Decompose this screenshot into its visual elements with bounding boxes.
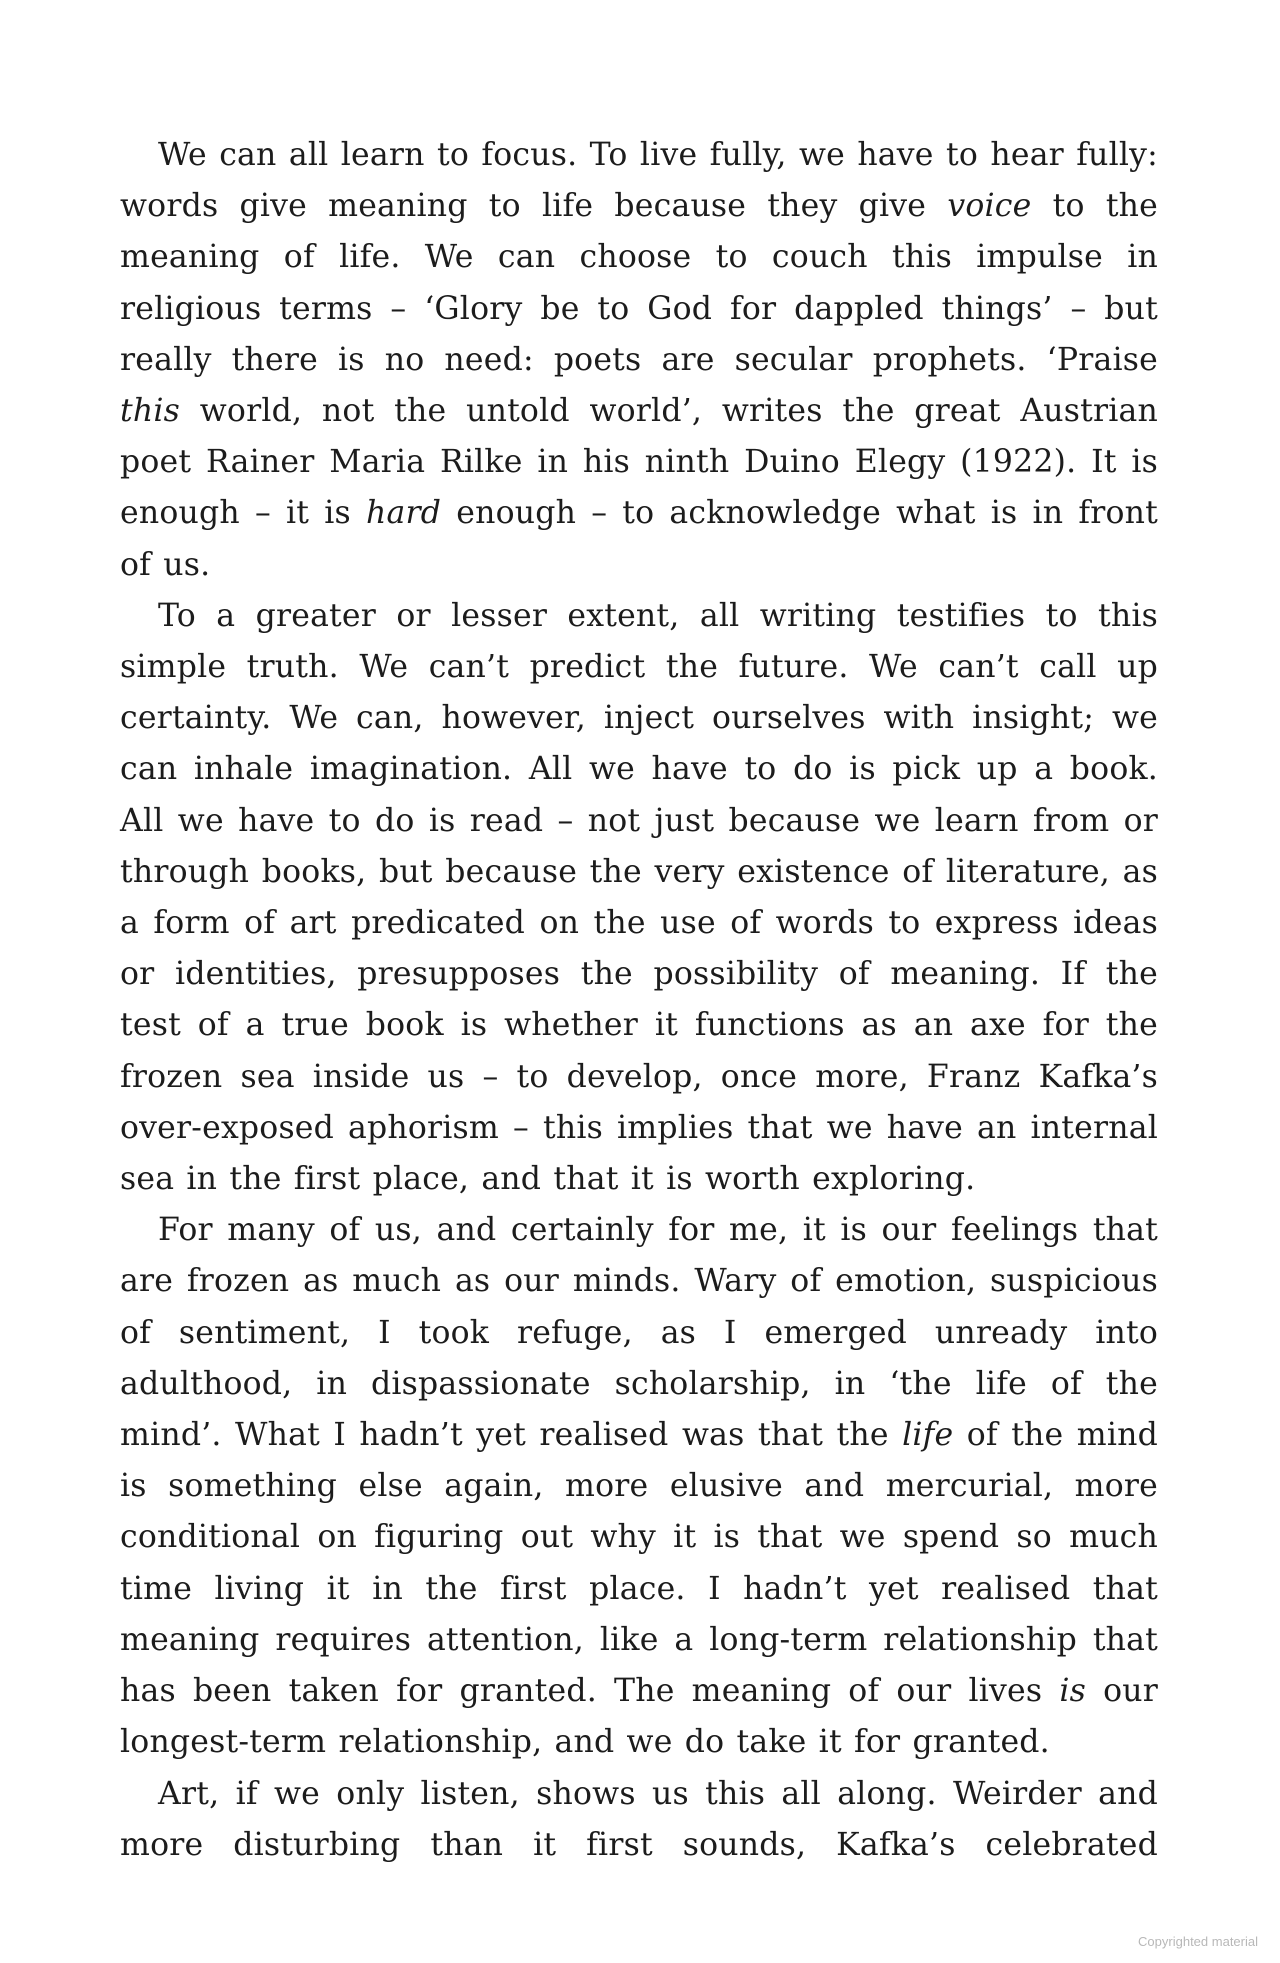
text-run: To a greater or lesser extent, all writing testifies to this simple truth. We can’t predict the future. We can’t call up certainty. We can, however, inject ourselves with insight; we can inhale imagination. All we have to do is pick up a book. All we have to do is read – not just because we learn from or through books, but because the very existence of literature, as a form of art predicated on the use of words to express ideas or identities, presupposes the possibility of meaning. If the test of a true book is whether it functions as an axe for the frozen sea inside us – to develop, once more, Franz Kafka’s over-exposed aphorism – this implies that we have an internal sea in the first place, and that it is worth exploring. (120, 597, 1158, 1198)
italic-text: this (120, 393, 180, 430)
body-text (120, 130, 1158, 1871)
text-run: enough – to acknowledge what is in front of us. (120, 495, 1158, 583)
paragraph (120, 591, 1158, 1205)
italic-text: is (1059, 1673, 1086, 1710)
italic-text: life (902, 1417, 954, 1454)
text-run: world, not the untold world’, writes the great Austrian poet Rainer Maria Rilke in his ninth Duino Elegy (1922). It is enough – it is (120, 393, 1158, 532)
text-run: Art, if we only listen, shows us this all along. Weirder and more disturbing than it first sounds, Kafka’s celebrated (120, 1775, 1158, 1863)
paragraph (120, 1769, 1158, 1871)
text-run: We can all learn to focus. To live fully, we have to hear fully: words give meaning to life because they give (120, 137, 1158, 225)
text-run: our longest-term relationship, and we do take it for granted. (120, 1673, 1158, 1761)
text-run: For many of us, and certainly for me, it is our feelings that are frozen as much as our minds. Wary of emotion, suspicious of sentiment, I took refuge, as I emerged unready into adulthood, in dispassionate scholarship, in ‘the life of the mind’. What I hadn’t yet realised was that the (120, 1212, 1158, 1454)
italic-text: hard (366, 495, 442, 532)
paragraph (120, 130, 1158, 591)
italic-text: voice (947, 188, 1032, 225)
paragraph (120, 1205, 1158, 1768)
copyright-watermark: Copyrighted material (1138, 1934, 1258, 1949)
text-run: of the mind is something else again, more elusive and mercurial, more conditional on figuring out why it is that we spend so much time living it in the first place. I hadn’t yet realised that meaning requires attention, like a long-term relationship that has been taken for granted. The meaning of our lives (120, 1417, 1159, 1710)
text-run: to the meaning of life. We can choose to couch this impulse in religious terms – ‘Glory be to God for dappled things’ – but really there is no need: poets are secular prophets. ‘Praise (120, 188, 1159, 378)
